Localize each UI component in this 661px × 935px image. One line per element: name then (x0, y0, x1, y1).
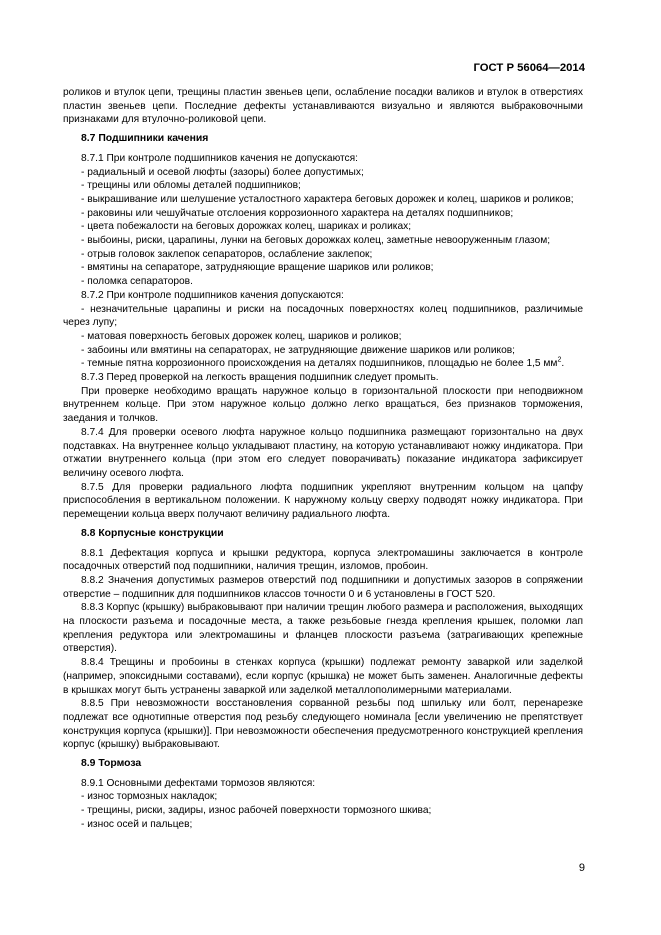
document-header: ГОСТ Р 56064—2014 (473, 62, 585, 74)
list-item: - трещины, риски, задиры, износ рабочей поверхности тормозного шкива; (81, 805, 432, 817)
superscript: 2 (557, 356, 562, 364)
list-item: - радиальный и осевой люфты (зазоры) более допустимых; (81, 166, 364, 178)
list-item: - раковины или чешуйчатые отслоения коррозионного характера на деталях подшипников; (81, 207, 514, 219)
paragraph: 8.7.3 Перед проверкой на легкость вращения подшипник следует промыть. (81, 372, 439, 384)
paragraph: 8.7.4 Для проверки осевого люфта наружное кольцо подшипника размещают горизонтально на двух подставках. На внутреннее кольцо укладывают пластину, на которую устанавливают ножку индикатора. При отжатии внутреннего кольца (при этом его следует поворачивать) показание индикатора зафиксирует величину осевого люфта. (63, 426, 583, 479)
list-item: - износ осей и пальцев; (81, 818, 193, 830)
list-item-text: - темные пятна коррозионного происхождения на деталях подшипников, площадью не более 1,5 мм (81, 358, 558, 370)
paragraph: 8.7.5 Для проверки радиального люфта подшипник укрепляют внутренним кольцом на цапфу приспособления в вертикальном положении. К наружному кольцу сверху подводят ножку индикатора. При перемещении кольца вверх получают величину радиального люфта. (63, 481, 583, 521)
list-item (63, 357, 583, 371)
paragraph: 8.9.1 Основными дефектами тормозов являются: (81, 777, 316, 789)
paragraph: роликов и втулок цепи, трещины пластин звеньев цепи, ослабление посадки валиков и втулок в отверстиях пластин звеньев цепи. Последние дефекты устанавливаются визуально и являются выбраковочными признаками для втулочно-роликовой цепи. (63, 87, 583, 126)
paragraph: 8.8.2 Значения допустимых размеров отверстий под подшипники и допустимых зазоров в сопряжении отверстие – подшипник для подшипников классов точности 0 и 6 установлены в ГОСТ 520. (63, 574, 583, 600)
list-item: - поломка сепараторов. (81, 276, 193, 288)
section-heading-8-8: 8.8 Корпусные конструкции (81, 527, 224, 539)
list-item: - выкрашивание или шелушение усталостного характера беговых дорожек и колец, шариков и роликов; (81, 193, 574, 205)
list-item: - матовая поверхность беговых дорожек колец, шариков и роликов; (81, 330, 402, 342)
paragraph: 8.8.3 Корпус (крышку) выбраковывают при наличии трещин любого размера и расположения, выходящих на плоскости разъема и посадочные места, а также резьбовые гнезда крепления крышек, поломки лап крепления редуктора или электромашины и фланцев плоскости разъема (затрагивающих крепежные отверстия). (63, 602, 583, 655)
paragraph: При проверке необходимо вращать наружное кольцо в горизонтальной плоскости при неподвижном внутреннем кольце. При этом наружное кольцо должно легко вращаться, без признаков торможения, заедания и толчков. (63, 385, 583, 425)
section-heading-8-7: 8.7 Подшипники качения (81, 133, 209, 145)
paragraph: 8.8.1 Дефектация корпуса и крышки редуктора, корпуса электромашины заключается в контроле посадочных отверстий под подшипники, наличия трещин, изломов, пробоин. (63, 547, 583, 573)
paragraph: 8.8.5 При невозможности восстановления сорванной резьбы под шпильку или болт, перенарезке подлежат все однотипные отверстия под резьбу следующего номинала [если увеличению не препятствует конструкция корпуса (крышки)]. При невозможности обеспечения предусмотренного конструкцией крепления корпус (крышку) выбраковывают. (63, 698, 583, 751)
list-item: - трещины или обломы деталей подшипников; (81, 180, 301, 192)
paragraph: 8.8.4 Трещины и пробоины в стенках корпуса (крышки) подлежат ремонту заваркой или заделкой (например, эпоксидными составами), если корпус (крышка) не может быть заменен. Аналогичные дефекты в крышках могут быть устранены заваркой или заделкой металлополимерными материалами. (63, 657, 583, 696)
paragraph: 8.7.2 При контроле подшипников качения допускаются: (81, 289, 344, 301)
list-item: - выбоины, риски, царапины, лунки на беговых дорожках колец, заметные невооруженным глазом; (81, 235, 551, 247)
list-item: - износ тормозных накладок; (81, 791, 218, 803)
list-item: - цвета побежалости на беговых дорожках колец, шариках и роликах; (81, 221, 412, 233)
paragraph: 8.7.1 При контроле подшипников качения не допускаются: (81, 152, 358, 164)
section-heading-8-9: 8.9 Тормоза (81, 758, 142, 770)
body-text (63, 86, 583, 832)
list-item: - отрыв головок заклепок сепараторов, ослабление заклепок; (81, 248, 373, 260)
list-item: - незначительные царапины и риски на посадочных поверхностях колец подшипников, различимые через лупу; (63, 303, 583, 329)
page-number: 9 (578, 862, 585, 874)
list-item: - забоины или вмятины на сепараторах, не затрудняющие движение шариков или роликов; (81, 344, 516, 356)
list-item: - вмятины на сепараторе, затрудняющие вращение шариков или роликов; (81, 262, 434, 274)
period: . (561, 358, 565, 370)
